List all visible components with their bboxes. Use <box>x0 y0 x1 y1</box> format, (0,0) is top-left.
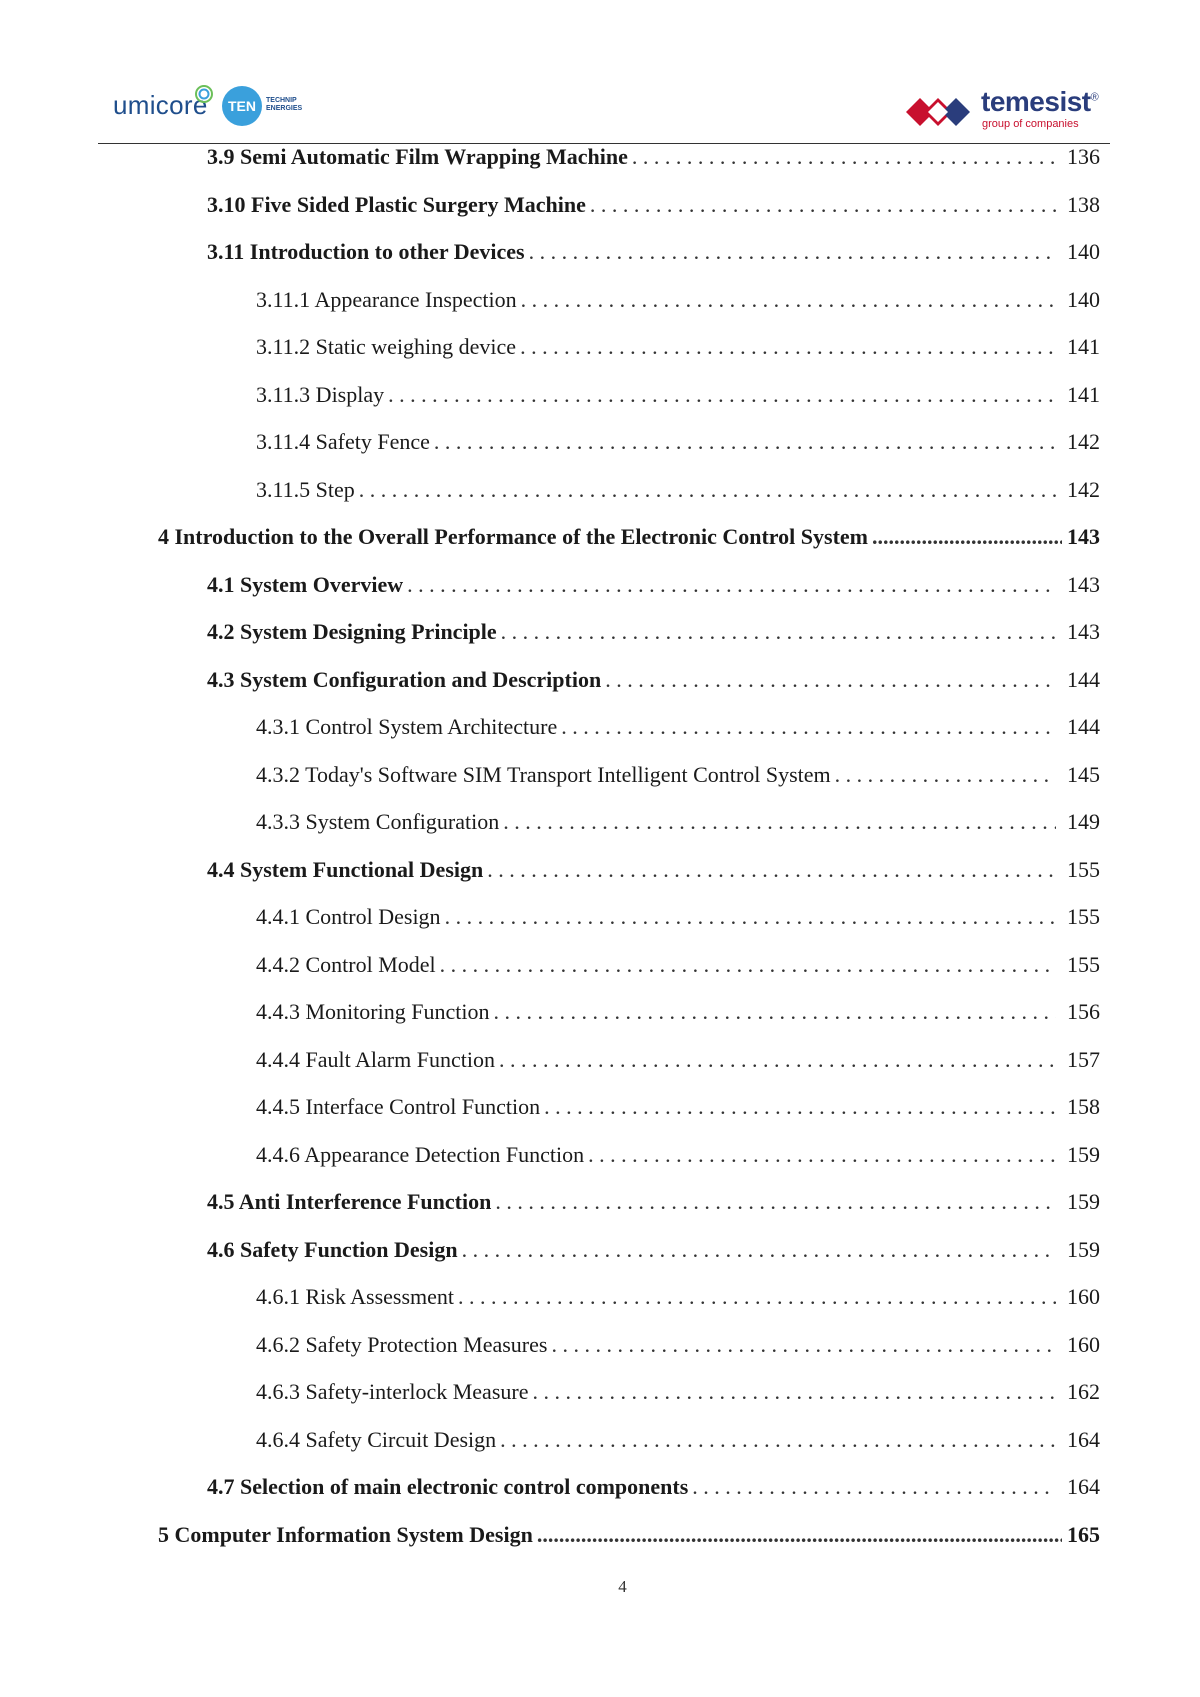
toc-entry-page: 159 <box>1067 1142 1100 1167</box>
toc-dot-leader <box>462 1235 1056 1265</box>
ten-logo-subtitle: TECHNIP ENERGIES <box>266 97 303 112</box>
toc-entry-page: 141 <box>1067 334 1100 359</box>
toc-entry-page: 155 <box>1067 904 1100 929</box>
ten-logo: TEN <box>222 86 262 126</box>
toc-entry[interactable] <box>256 1377 1100 1407</box>
toc-entry-title: 4.6 Safety Function Design <box>207 1237 458 1262</box>
toc-entry-title: 3.11.1 Appearance Inspection <box>256 287 517 312</box>
toc-entry[interactable] <box>207 1235 1100 1265</box>
toc-entry[interactable] <box>256 427 1100 457</box>
toc-entry-page: 155 <box>1067 857 1100 882</box>
toc-entry-page: 136 <box>1067 144 1100 169</box>
toc-dot-leader <box>495 1187 1056 1217</box>
toc-entry-title: 4.4.1 Control Design <box>256 904 441 929</box>
toc-entry-page: 156 <box>1067 999 1100 1024</box>
toc-entry[interactable] <box>256 1330 1100 1360</box>
toc-dot-leader <box>500 1425 1056 1455</box>
toc-entry-page: 164 <box>1067 1427 1100 1452</box>
toc-entry[interactable] <box>256 760 1100 790</box>
toc-entry[interactable] <box>207 617 1100 647</box>
toc-entry[interactable] <box>207 570 1100 600</box>
toc-entry[interactable] <box>256 380 1100 410</box>
toc-entry-title: 4.3.2 Today's Software SIM Transport Intelligent Control System <box>256 762 831 787</box>
toc-entry-page: 160 <box>1067 1332 1100 1357</box>
toc-entry-title: 4.2 System Designing Principle <box>207 619 497 644</box>
toc-entry-page: 159 <box>1067 1189 1100 1214</box>
toc-entry-title: 4.4.2 Control Model <box>256 952 436 977</box>
toc-dot-leader <box>440 950 1056 980</box>
toc-entry-title: 4.3.3 System Configuration <box>256 809 500 834</box>
toc-entry-title: 3.11.4 Safety Fence <box>256 429 430 454</box>
toc-dot-leader <box>529 237 1056 267</box>
toc-entry-page: 155 <box>1067 952 1100 977</box>
toc-entry[interactable] <box>256 902 1100 932</box>
toc-dot-leader <box>487 855 1056 885</box>
toc-dot-leader <box>872 522 1062 552</box>
toc-dot-leader <box>561 712 1056 742</box>
toc-entry-page: 160 <box>1067 1284 1100 1309</box>
toc-dot-leader <box>434 427 1056 457</box>
toc-entry[interactable] <box>256 475 1100 505</box>
toc-dot-leader <box>407 570 1056 600</box>
toc-dot-leader <box>544 1092 1056 1122</box>
toc-entry[interactable] <box>207 855 1100 885</box>
toc-entry[interactable] <box>256 332 1100 362</box>
temesist-diamond-icon <box>906 92 978 132</box>
toc-entry-page: 143 <box>1067 619 1100 644</box>
toc-entry-title: 4.7 Selection of main electronic control components <box>207 1474 689 1499</box>
toc-entry-title: 4 Introduction to the Overall Performance of the Electronic Control System <box>158 524 868 549</box>
toc-entry-title: 4.3 System Configuration and Description <box>207 667 602 692</box>
toc-entry[interactable] <box>256 950 1100 980</box>
toc-entry-page: 145 <box>1067 762 1100 787</box>
toc-entry-title: 3.11 Introduction to other Devices <box>207 239 525 264</box>
toc-entry-page: 164 <box>1067 1474 1100 1499</box>
toc-dot-leader <box>835 760 1056 790</box>
toc-entry-page: 141 <box>1067 382 1100 407</box>
toc-dot-leader <box>537 1520 1062 1550</box>
toc-entry-page: 138 <box>1067 192 1100 217</box>
toc-dot-leader <box>359 475 1056 505</box>
toc-entry-title: 4.1 System Overview <box>207 572 404 597</box>
toc-entry[interactable] <box>256 712 1100 742</box>
toc-entry-title: 4.4 System Functional Design <box>207 857 484 882</box>
toc-entry[interactable] <box>207 1472 1100 1502</box>
toc-entry-page: 142 <box>1067 429 1100 454</box>
toc-entry-title: 5 Computer Information System Design <box>158 1522 533 1547</box>
toc-dot-leader <box>588 1140 1056 1170</box>
toc-entry-title: 3.10 Five Sided Plastic Surgery Machine <box>207 192 586 217</box>
toc-entry[interactable] <box>207 190 1100 220</box>
toc-entry-page: 157 <box>1067 1047 1100 1072</box>
toc-entry-title: 4.6.1 Risk Assessment <box>256 1284 455 1309</box>
toc-entry-page: 140 <box>1067 287 1100 312</box>
toc-entry-page: 143 <box>1067 524 1100 549</box>
toc-entry-title: 4.6.4 Safety Circuit Design <box>256 1427 497 1452</box>
toc-dot-leader <box>501 617 1056 647</box>
toc-entry[interactable] <box>158 522 1100 552</box>
toc-entry[interactable] <box>158 1520 1100 1550</box>
toc-entry[interactable] <box>207 237 1100 267</box>
toc-dot-leader <box>520 332 1056 362</box>
toc-entry[interactable] <box>256 285 1100 315</box>
toc-entry[interactable] <box>256 997 1100 1027</box>
toc-dot-leader <box>445 902 1056 932</box>
toc-entry[interactable] <box>207 1187 1100 1217</box>
toc-dot-leader <box>388 380 1056 410</box>
toc-entry[interactable] <box>256 1045 1100 1075</box>
toc-entry-title: 4.4.4 Fault Alarm Function <box>256 1047 495 1072</box>
toc-entry[interactable] <box>256 1140 1100 1170</box>
toc-entry[interactable] <box>207 142 1100 172</box>
toc-dot-leader <box>551 1330 1056 1360</box>
toc-dot-leader <box>499 1045 1056 1075</box>
toc-dot-leader <box>632 142 1056 172</box>
toc-entry-title: 3.9 Semi Automatic Film Wrapping Machine <box>207 144 628 169</box>
toc-entry-title: 3.11.5 Step <box>256 477 355 502</box>
toc-dot-leader <box>458 1282 1056 1312</box>
toc-dot-leader <box>493 997 1056 1027</box>
toc-entry-page: 165 <box>1067 1522 1100 1547</box>
toc-dot-leader <box>590 190 1056 220</box>
toc-entry[interactable] <box>256 1425 1100 1455</box>
toc-entry-title: 4.6.2 Safety Protection Measures <box>256 1332 548 1357</box>
umicore-logo: umicore <box>113 90 208 120</box>
toc-entry-title: 3.11.3 Display <box>256 382 385 407</box>
toc-entry[interactable] <box>207 665 1100 695</box>
temesist-logo: temesist® <box>981 86 1099 117</box>
toc-entry[interactable] <box>256 1092 1100 1122</box>
toc-entry[interactable] <box>256 1282 1100 1312</box>
toc-entry-title: 3.11.2 Static weighing device <box>256 334 517 359</box>
toc-entry-page: 158 <box>1067 1094 1100 1119</box>
toc-entry-page: 149 <box>1067 809 1100 834</box>
umicore-swirl-icon <box>193 83 215 105</box>
toc-entry-title: 4.3.1 Control System Architecture <box>256 714 558 739</box>
toc-dot-leader <box>503 807 1056 837</box>
toc-entry-title: 4.6.3 Safety-interlock Measure <box>256 1379 529 1404</box>
toc-entry-page: 142 <box>1067 477 1100 502</box>
toc-entry-title: 4.5 Anti Interference Function <box>207 1189 492 1214</box>
toc-entry-page: 140 <box>1067 239 1100 264</box>
toc-entry-page: 143 <box>1067 572 1100 597</box>
toc-dot-leader <box>521 285 1056 315</box>
page-number: 4 <box>618 1577 627 1596</box>
toc-entry-title: 4.4.3 Monitoring Function <box>256 999 490 1024</box>
toc-entry-title: 4.4.5 Interface Control Function <box>256 1094 541 1119</box>
toc-dot-leader <box>605 665 1056 695</box>
page-header <box>0 0 1200 145</box>
toc-entry[interactable] <box>256 807 1100 837</box>
toc-entry-page: 159 <box>1067 1237 1100 1262</box>
toc-entry-page: 144 <box>1067 667 1100 692</box>
toc-dot-leader <box>532 1377 1056 1407</box>
temesist-logo-subtitle: group of companies <box>982 118 1079 130</box>
toc-dot-leader <box>692 1472 1056 1502</box>
toc-entry-title: 4.4.6 Appearance Detection Function <box>256 1142 585 1167</box>
toc-entry-page: 162 <box>1067 1379 1100 1404</box>
toc-entry-page: 144 <box>1067 714 1100 739</box>
